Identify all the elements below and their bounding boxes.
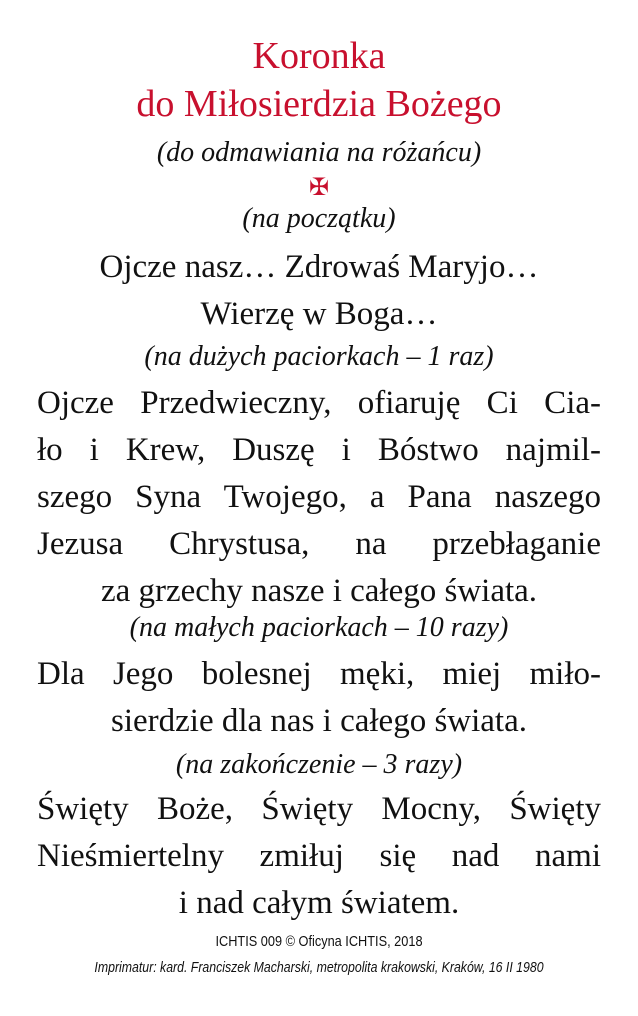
title-line-2: do Miłosierdzia Bożego (136, 83, 502, 125)
prayer-line: i nad całym światem. (178, 885, 460, 921)
prayer-large-beads (37, 380, 601, 615)
cross-icon: ✠ (308, 175, 330, 201)
section-label-ending: (na zakończenie – 3 razy) (175, 749, 463, 780)
prayer-line: sierdzie dla nas i całego świata. (111, 703, 527, 739)
prayer-line: Jezusa Chrystusa, na przebłaganie (37, 526, 601, 562)
prayer-ending (37, 786, 601, 927)
prayer-line: ło i Krew, Duszę i Bóstwo najmil- (37, 432, 601, 468)
prayer-small-beads (37, 651, 601, 745)
prayer-line: Ojcze Przedwieczny, ofiaruję Ci Cia- (37, 385, 601, 421)
prayer-line: szego Syna Twojego, a Pana naszego (37, 479, 601, 515)
prayer-beginning (37, 244, 601, 338)
section-label-large-beads: (na dużych paciorkach – 1 raz) (144, 341, 494, 372)
subtitle: (do odmawiania na różańcu) (156, 137, 482, 168)
prayer-line: Wierzę w Boga… (200, 296, 438, 332)
prayer-line: za grzechy nasze i całego świata. (100, 573, 538, 609)
section-label-small-beads: (na małych paciorkach – 10 razy) (129, 612, 509, 643)
prayer-line: Dla Jego bolesnej męki, miej miło- (37, 656, 601, 692)
prayer-line: Ojcze nasz… Zdrowaś Maryjo… (99, 249, 539, 285)
prayer-line: Nieśmiertelny zmiłuj się nad nami (37, 838, 601, 874)
title-line-1: Koronka (252, 35, 386, 77)
prayer-line: Święty Boże, Święty Mocny, Święty (37, 791, 601, 827)
publisher-note: ICHTIS 009 © Oficyna ICHTIS, 2018 (215, 933, 423, 950)
imprimatur-note: Imprimatur: kard. Franciszek Macharski, metropolita krakowski, Kraków, 16 II 1980 (94, 959, 544, 976)
section-label-beginning: (na początku) (242, 203, 396, 234)
